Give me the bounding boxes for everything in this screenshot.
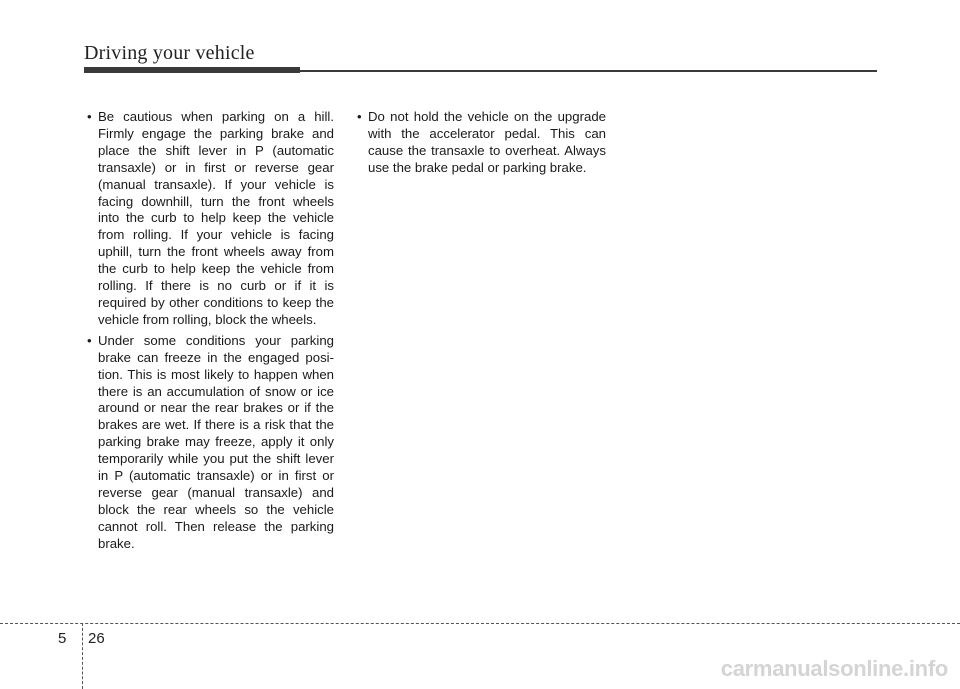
bullet-text: Be cautious when parking on a hill. Firmly engage the parking brake and place the shift lever in P (automatic transaxle) or in first or reverse gear (manual transaxle). If your vehicle is facing downhill, turn the front wheels into the curb to help keep the vehicle from rolling. If your vehicle is facing uphill, turn the front wheels away from the curb to help keep the vehicle from rolling. If there is no curb or if it is required by other conditions to keep the vehicle from rolling, block the wheels. bbox=[98, 109, 334, 327]
chapter-number: 5 bbox=[58, 630, 67, 647]
page-section-title: Driving your vehicle bbox=[84, 42, 255, 64]
bullet-text: Under some conditions your parking brake can freeze in the engaged posi-tion. This is most likely to happen when there is an accumulation of snow or ice around or near the rear brakes or if the brakes are wet. If there is a risk that the parking brake may freeze, apply it only temporarily while you put the shift lever in P (automatic transaxle) or in first or reverse gear (manual transaxle) and block the rear wheels so the vehicle cannot roll. Then release the parking brake. bbox=[98, 332, 334, 551]
page-number: 26 bbox=[88, 630, 105, 647]
left-text-column bbox=[86, 109, 334, 557]
bullet-icon: • bbox=[87, 109, 92, 124]
footer-dashed-rule bbox=[0, 623, 960, 624]
footer-dashed-divider bbox=[82, 623, 83, 689]
bullet-item-parking-on-hill bbox=[86, 109, 334, 329]
watermark-logo: carmanualsonline.info bbox=[720, 656, 948, 681]
bullet-text: Do not hold the vehicle on the upgrade with the accelerator pedal. This can cause the transaxle to overheat. Always use the brake pedal or parking brake. bbox=[368, 109, 606, 175]
right-bullet-list bbox=[356, 109, 606, 177]
right-text-column bbox=[356, 109, 606, 181]
header-rule-thick bbox=[84, 67, 300, 73]
bullet-item-upgrade-hold bbox=[356, 109, 606, 177]
bullet-item-frozen-brake bbox=[86, 333, 334, 553]
header-rule-thin bbox=[300, 70, 877, 72]
left-bullet-list bbox=[86, 109, 334, 553]
bullet-icon: • bbox=[357, 109, 362, 124]
bullet-icon: • bbox=[87, 332, 92, 348]
